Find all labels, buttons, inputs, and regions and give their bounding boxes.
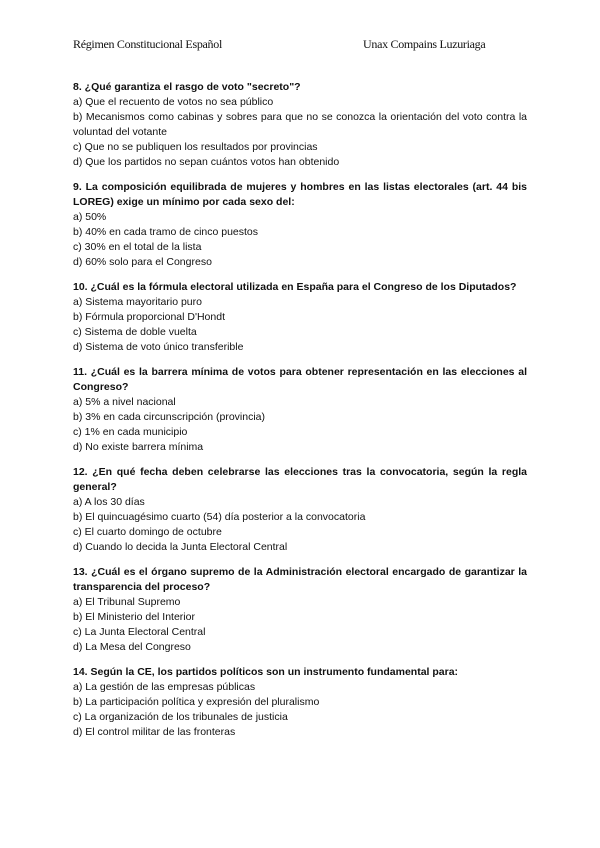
question-title: 10. ¿Cuál es la fórmula electoral utilizada en España para el Congreso de los Diputados?	[73, 281, 517, 293]
option-c: c) Sistema de doble vuelta	[73, 326, 197, 338]
question-title: 11. ¿Cuál es la barrera mínima de votos para obtener representación en las elecciones al Congreso?	[73, 366, 527, 393]
option-d: d) Sistema de voto único transferible	[73, 341, 244, 353]
question-14	[73, 665, 527, 740]
option-c: c) La Junta Electoral Central	[73, 626, 206, 638]
question-title: 13. ¿Cuál es el órgano supremo de la Administración electoral encargado de garantizar la transparencia del proceso?	[73, 566, 527, 593]
option-a: a) 5% a nivel nacional	[73, 396, 176, 408]
question-8	[73, 80, 527, 170]
question-9	[73, 180, 527, 270]
question-title: 9. La composición equilibrada de mujeres y hombres en las listas electorales (art. 44 bis LOREG) exige un mínimo por cada sexo del:	[73, 181, 527, 208]
question-11	[73, 365, 527, 455]
question-list	[73, 80, 527, 750]
question-10	[73, 280, 527, 355]
option-b: b) La participación política y expresión del pluralismo	[73, 696, 320, 708]
question-title: 14. Según la CE, los partidos políticos son un instrumento fundamental para:	[73, 666, 459, 678]
option-d: d) El control militar de las fronteras	[73, 726, 236, 738]
option-c: c) La organización de los tribunales de justicia	[73, 711, 288, 723]
question-12	[73, 465, 527, 555]
option-b: b) El Ministerio del Interior	[73, 611, 195, 623]
header-subject: Régimen Constitucional Español	[73, 37, 222, 51]
header-author: Unax Compains Luzuriaga	[363, 37, 486, 51]
option-c: c) 1% en cada municipio	[73, 426, 188, 438]
option-d: d) Que los partidos no sepan cuántos votos han obtenido	[73, 156, 340, 168]
option-a: a) 50%	[73, 211, 107, 223]
option-c: c) 30% en el total de la lista	[73, 241, 202, 253]
page-header	[73, 37, 527, 53]
option-a: a) El Tribunal Supremo	[73, 596, 181, 608]
option-b: b) El quincuagésimo cuarto (54) día posterior a la convocatoria	[73, 511, 366, 523]
option-c: c) El cuarto domingo de octubre	[73, 526, 222, 538]
option-d: d) Cuando lo decida la Junta Electoral Central	[73, 541, 288, 553]
option-b: b) Mecanismos como cabinas y sobres para que no se conozca la orientación del voto contra la voluntad del votante	[73, 111, 527, 138]
question-13	[73, 565, 527, 655]
option-b: b) Fórmula proporcional D'Hondt	[73, 311, 225, 323]
option-a: a) Sistema mayoritario puro	[73, 296, 202, 308]
option-d: d) La Mesa del Congreso	[73, 641, 191, 653]
option-b: b) 3% en cada circunscripción (provincia)	[73, 411, 265, 423]
option-a: a) Que el recuento de votos no sea público	[73, 96, 274, 108]
option-a: a) A los 30 días	[73, 496, 145, 508]
question-title: 12. ¿En qué fecha deben celebrarse las elecciones tras la convocatoria, según la regla general?	[73, 466, 527, 493]
question-title: 8. ¿Qué garantiza el rasgo de voto "secreto"?	[73, 81, 301, 93]
option-c: c) Que no se publiquen los resultados por provincias	[73, 141, 318, 153]
option-d: d) No existe barrera mínima	[73, 441, 204, 453]
option-d: d) 60% solo para el Congreso	[73, 256, 212, 268]
option-b: b) 40% en cada tramo de cinco puestos	[73, 226, 259, 238]
option-a: a) La gestión de las empresas públicas	[73, 681, 256, 693]
